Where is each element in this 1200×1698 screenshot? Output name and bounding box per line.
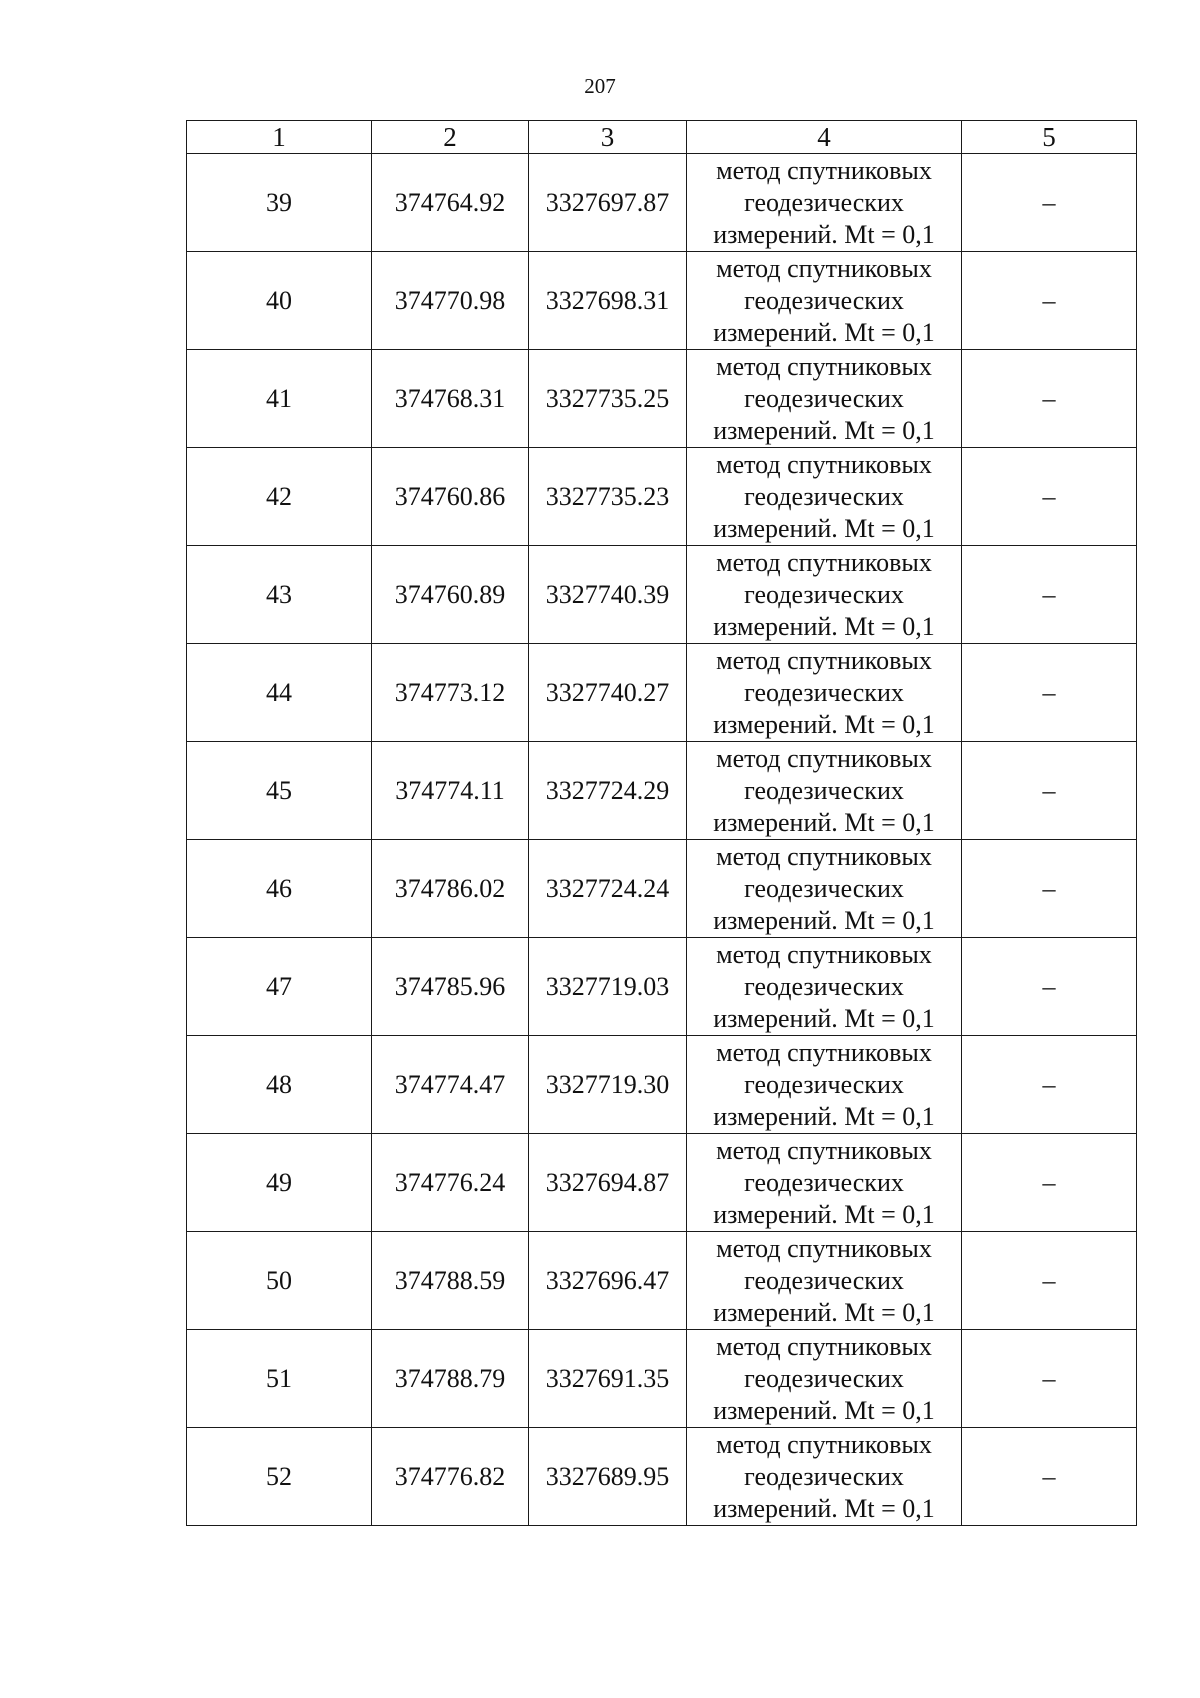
- point-number-cell: 43: [187, 546, 372, 644]
- method-line: измерений. Mt = 0,1: [713, 1297, 935, 1327]
- table-row: [187, 1428, 1137, 1526]
- method-line: геодезических: [744, 579, 904, 609]
- method-cell: [687, 1232, 962, 1330]
- y-coordinate-cell: 3327719.03: [529, 938, 687, 1036]
- point-number-cell: 47: [187, 938, 372, 1036]
- note-cell: –: [962, 448, 1137, 546]
- method-line: измерений. Mt = 0,1: [713, 219, 935, 249]
- method-cell: [687, 1036, 962, 1134]
- method-line: геодезических: [744, 1265, 904, 1295]
- table-row: [187, 252, 1137, 350]
- x-coordinate-cell: 374788.79: [372, 1330, 529, 1428]
- y-coordinate-cell: 3327735.25: [529, 350, 687, 448]
- method-line: геодезических: [744, 1461, 904, 1491]
- note-cell: –: [962, 154, 1137, 252]
- note-cell: –: [962, 742, 1137, 840]
- point-number-cell: 46: [187, 840, 372, 938]
- x-coordinate-cell: 374774.11: [372, 742, 529, 840]
- note-cell: –: [962, 1036, 1137, 1134]
- method-line: измерений. Mt = 0,1: [713, 1493, 935, 1523]
- x-coordinate-cell: 374774.47: [372, 1036, 529, 1134]
- method-line: метод спутниковых: [716, 841, 932, 871]
- x-coordinate-cell: 374786.02: [372, 840, 529, 938]
- method-cell: [687, 350, 962, 448]
- note-cell: –: [962, 252, 1137, 350]
- method-cell: [687, 1134, 962, 1232]
- method-line: метод спутниковых: [716, 449, 932, 479]
- y-coordinate-cell: 3327740.39: [529, 546, 687, 644]
- y-coordinate-cell: 3327724.29: [529, 742, 687, 840]
- table-row: [187, 938, 1137, 1036]
- header-cell-2: 2: [372, 121, 529, 154]
- table-row: [187, 350, 1137, 448]
- table-header-row: [187, 121, 1137, 154]
- table-row: [187, 154, 1137, 252]
- note-cell: –: [962, 1134, 1137, 1232]
- table-row: [187, 1232, 1137, 1330]
- method-line: геодезических: [744, 481, 904, 511]
- method-line: метод спутниковых: [716, 645, 932, 675]
- x-coordinate-cell: 374773.12: [372, 644, 529, 742]
- table-row: [187, 644, 1137, 742]
- point-number-cell: 52: [187, 1428, 372, 1526]
- point-number-cell: 42: [187, 448, 372, 546]
- coordinates-table: [186, 120, 1137, 1526]
- note-cell: –: [962, 840, 1137, 938]
- method-line: геодезических: [744, 285, 904, 315]
- x-coordinate-cell: 374776.24: [372, 1134, 529, 1232]
- table-row: [187, 1134, 1137, 1232]
- method-line: геодезических: [744, 873, 904, 903]
- method-cell: [687, 938, 962, 1036]
- point-number-cell: 39: [187, 154, 372, 252]
- y-coordinate-cell: 3327697.87: [529, 154, 687, 252]
- x-coordinate-cell: 374788.59: [372, 1232, 529, 1330]
- table-row: [187, 1036, 1137, 1134]
- method-line: измерений. Mt = 0,1: [713, 611, 935, 641]
- note-cell: –: [962, 1330, 1137, 1428]
- method-line: метод спутниковых: [716, 155, 932, 185]
- x-coordinate-cell: 374760.86: [372, 448, 529, 546]
- note-cell: –: [962, 1232, 1137, 1330]
- table-row: [187, 742, 1137, 840]
- header-cell-4: 4: [687, 121, 962, 154]
- y-coordinate-cell: 3327694.87: [529, 1134, 687, 1232]
- point-number-cell: 51: [187, 1330, 372, 1428]
- method-cell: [687, 252, 962, 350]
- note-cell: –: [962, 546, 1137, 644]
- method-line: геодезических: [744, 677, 904, 707]
- y-coordinate-cell: 3327696.47: [529, 1232, 687, 1330]
- y-coordinate-cell: 3327735.23: [529, 448, 687, 546]
- method-cell: [687, 742, 962, 840]
- y-coordinate-cell: 3327689.95: [529, 1428, 687, 1526]
- point-number-cell: 49: [187, 1134, 372, 1232]
- x-coordinate-cell: 374770.98: [372, 252, 529, 350]
- method-line: измерений. Mt = 0,1: [713, 1395, 935, 1425]
- method-line: геодезических: [744, 971, 904, 1001]
- method-line: измерений. Mt = 0,1: [713, 513, 935, 543]
- method-cell: [687, 644, 962, 742]
- method-line: метод спутниковых: [716, 351, 932, 381]
- method-line: геодезических: [744, 187, 904, 217]
- table-row: [187, 840, 1137, 938]
- header-cell-1: 1: [187, 121, 372, 154]
- table-body: [187, 154, 1137, 1526]
- method-line: измерений. Mt = 0,1: [713, 1101, 935, 1131]
- page-number: 207: [584, 74, 616, 98]
- method-line: метод спутниковых: [716, 1233, 932, 1263]
- method-line: измерений. Mt = 0,1: [713, 415, 935, 445]
- y-coordinate-cell: 3327691.35: [529, 1330, 687, 1428]
- table-row: [187, 448, 1137, 546]
- method-line: метод спутниковых: [716, 1037, 932, 1067]
- method-line: метод спутниковых: [716, 253, 932, 283]
- method-line: геодезических: [744, 383, 904, 413]
- x-coordinate-cell: 374768.31: [372, 350, 529, 448]
- table-row: [187, 1330, 1137, 1428]
- method-line: метод спутниковых: [716, 547, 932, 577]
- method-line: геодезических: [744, 1069, 904, 1099]
- point-number-cell: 44: [187, 644, 372, 742]
- method-cell: [687, 154, 962, 252]
- y-coordinate-cell: 3327719.30: [529, 1036, 687, 1134]
- note-cell: –: [962, 1428, 1137, 1526]
- point-number-cell: 45: [187, 742, 372, 840]
- method-line: измерений. Mt = 0,1: [713, 1199, 935, 1229]
- method-cell: [687, 1428, 962, 1526]
- table-row: [187, 546, 1137, 644]
- point-number-cell: 41: [187, 350, 372, 448]
- note-cell: –: [962, 350, 1137, 448]
- note-cell: –: [962, 644, 1137, 742]
- method-line: измерений. Mt = 0,1: [713, 905, 935, 935]
- method-line: измерений. Mt = 0,1: [713, 317, 935, 347]
- method-cell: [687, 448, 962, 546]
- point-number-cell: 48: [187, 1036, 372, 1134]
- method-line: метод спутниковых: [716, 1331, 932, 1361]
- method-cell: [687, 840, 962, 938]
- header-cell-5: 5: [962, 121, 1137, 154]
- method-line: метод спутниковых: [716, 1135, 932, 1165]
- x-coordinate-cell: 374764.92: [372, 154, 529, 252]
- y-coordinate-cell: 3327698.31: [529, 252, 687, 350]
- method-line: метод спутниковых: [716, 743, 932, 773]
- x-coordinate-cell: 374785.96: [372, 938, 529, 1036]
- method-cell: [687, 546, 962, 644]
- point-number-cell: 40: [187, 252, 372, 350]
- method-line: метод спутниковых: [716, 939, 932, 969]
- x-coordinate-cell: 374760.89: [372, 546, 529, 644]
- header-cell-3: 3: [529, 121, 687, 154]
- note-cell: –: [962, 938, 1137, 1036]
- method-cell: [687, 1330, 962, 1428]
- method-line: метод спутниковых: [716, 1429, 932, 1459]
- y-coordinate-cell: 3327740.27: [529, 644, 687, 742]
- method-line: геодезических: [744, 775, 904, 805]
- method-line: измерений. Mt = 0,1: [713, 1003, 935, 1033]
- point-number-cell: 50: [187, 1232, 372, 1330]
- method-line: измерений. Mt = 0,1: [713, 807, 935, 837]
- method-line: измерений. Mt = 0,1: [713, 709, 935, 739]
- x-coordinate-cell: 374776.82: [372, 1428, 529, 1526]
- y-coordinate-cell: 3327724.24: [529, 840, 687, 938]
- method-line: геодезических: [744, 1363, 904, 1393]
- method-line: геодезических: [744, 1167, 904, 1197]
